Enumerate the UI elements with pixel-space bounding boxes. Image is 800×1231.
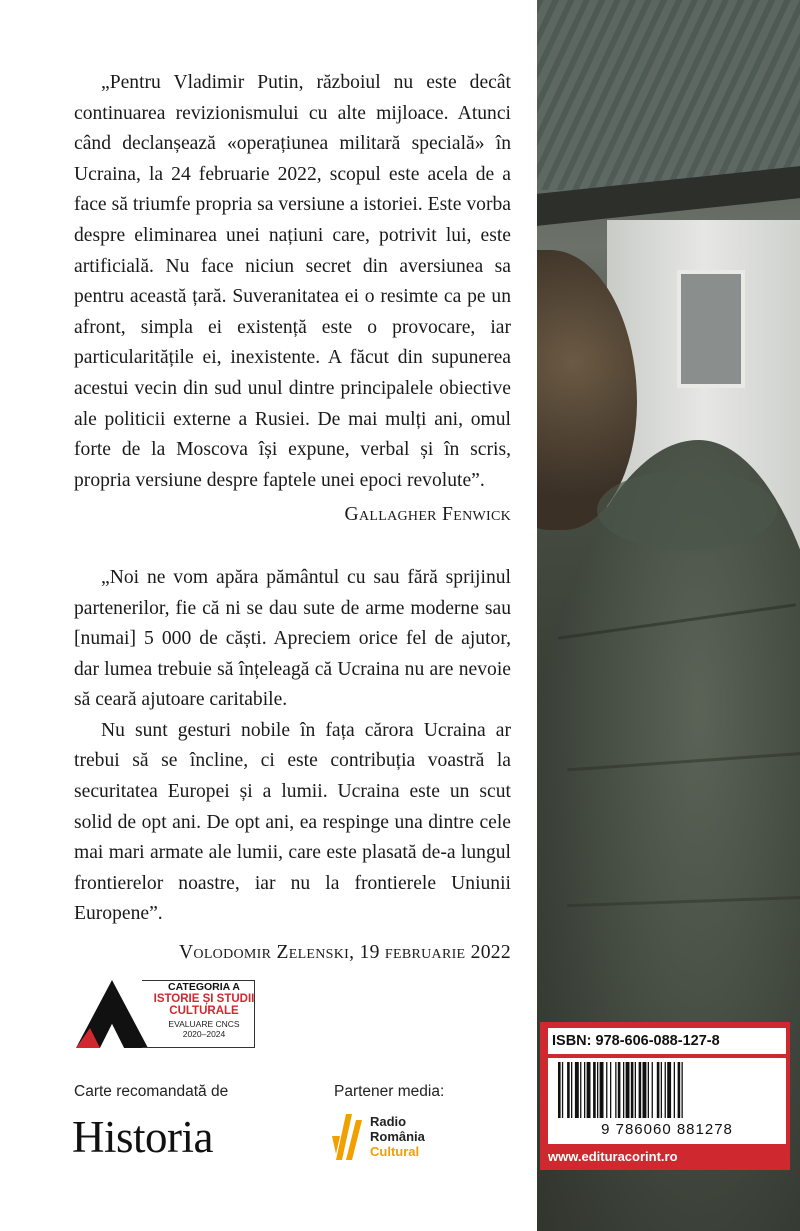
photo-collar bbox=[597, 470, 777, 550]
radio-logo-line1: Radio bbox=[370, 1114, 407, 1129]
quote-zelenski-p1: „Noi ne vom apăra pământul cu sau fără sprijinul partenerilor, fie că ni se dau sute de arme moderne sau [numai] 5 000 de căști. Apreciem orice fel de ajutor, dar lumea trebuie să înțeleagă că Ucraina nu are nevoie să ceară ajutoare caritabile. bbox=[74, 566, 511, 711]
radio-romania-cultural-logo bbox=[332, 1110, 472, 1170]
radio-waves-icon bbox=[332, 1110, 366, 1162]
barcode-bars-icon bbox=[554, 1062, 780, 1118]
barcode bbox=[548, 1058, 786, 1144]
isbn-number: ISBN: 978-606-088-127-8 bbox=[548, 1028, 786, 1054]
category-years: 2020–2024 bbox=[182, 1029, 226, 1039]
category-evaluation: EVALUARE CNCS bbox=[168, 1019, 240, 1029]
quote-putin: „Pentru Vladimir Putin, războiul nu este decât continuarea revizionismului cu alte mijloace. Atunci când declanșează «operațiunea militară specială» în Ucraina, la 24 februarie 2022, scopul este acela de a face să triumfe propria sa versiune a istoriei. Este vorba despre eliminarea unei națiuni care, potrivit lui, este artificială. Nu face niciun secret din aversiunea sa pentru această țară. Suveranitatea ei o resimte ca pe un afront, simpla ei existență este o provocare, iar particularitățile ei, inexistente. A făcut din supunerea acestui vecin din sud unul dintre principalele obiective ale politicii externe a Rusiei. De mai mulți ani, omul forte de la Moscova își expune, verbal și în scris, propria versiune despre faptele unei epoci revolute”. bbox=[74, 72, 511, 491]
barcode-digits: 9 786060 881278 bbox=[601, 1121, 733, 1138]
recommended-label: Carte recomandată de bbox=[74, 1083, 229, 1100]
quote-zelenski-p2: Nu sunt gesturi nobile în fața cărora Ucraina ar trebui să se încline, ci este contribuția voastră la securitatea Europei și a lumii. Ucraina este un scut solid de opt ani. De opt ani, ea respinge una dintre cele mai mari armate ale lumii, care este plasată de-a lungul frontierelor noastre, iar nu la frontierele Uniunii Europene”. bbox=[74, 719, 511, 925]
quote-author-fenwick: Gallagher Fenwick bbox=[344, 504, 511, 526]
triangle-logo-icon bbox=[72, 978, 150, 1050]
media-partner-label: Partener media: bbox=[334, 1083, 445, 1100]
back-cover-text bbox=[74, 68, 511, 969]
photo-roof bbox=[537, 0, 800, 190]
isbn-barcode-block bbox=[540, 1022, 790, 1170]
publisher-url: www.edituracorint.ro bbox=[548, 1149, 678, 1164]
photo-window bbox=[677, 270, 745, 388]
category-level: CATEGORIA A bbox=[168, 981, 240, 993]
category-logo bbox=[72, 978, 262, 1050]
radio-logo-line2: România bbox=[370, 1129, 425, 1144]
historia-logo: Historia bbox=[72, 1112, 213, 1162]
category-domain-1: ISTORIE ȘI STUDII bbox=[153, 993, 255, 1005]
quote-author-zelenski: Volodomir Zelenski, 19 februarie 2022 bbox=[178, 942, 511, 964]
category-domain-2: CULTURALE bbox=[169, 1005, 239, 1017]
radio-logo-line3: Cultural bbox=[370, 1144, 420, 1159]
